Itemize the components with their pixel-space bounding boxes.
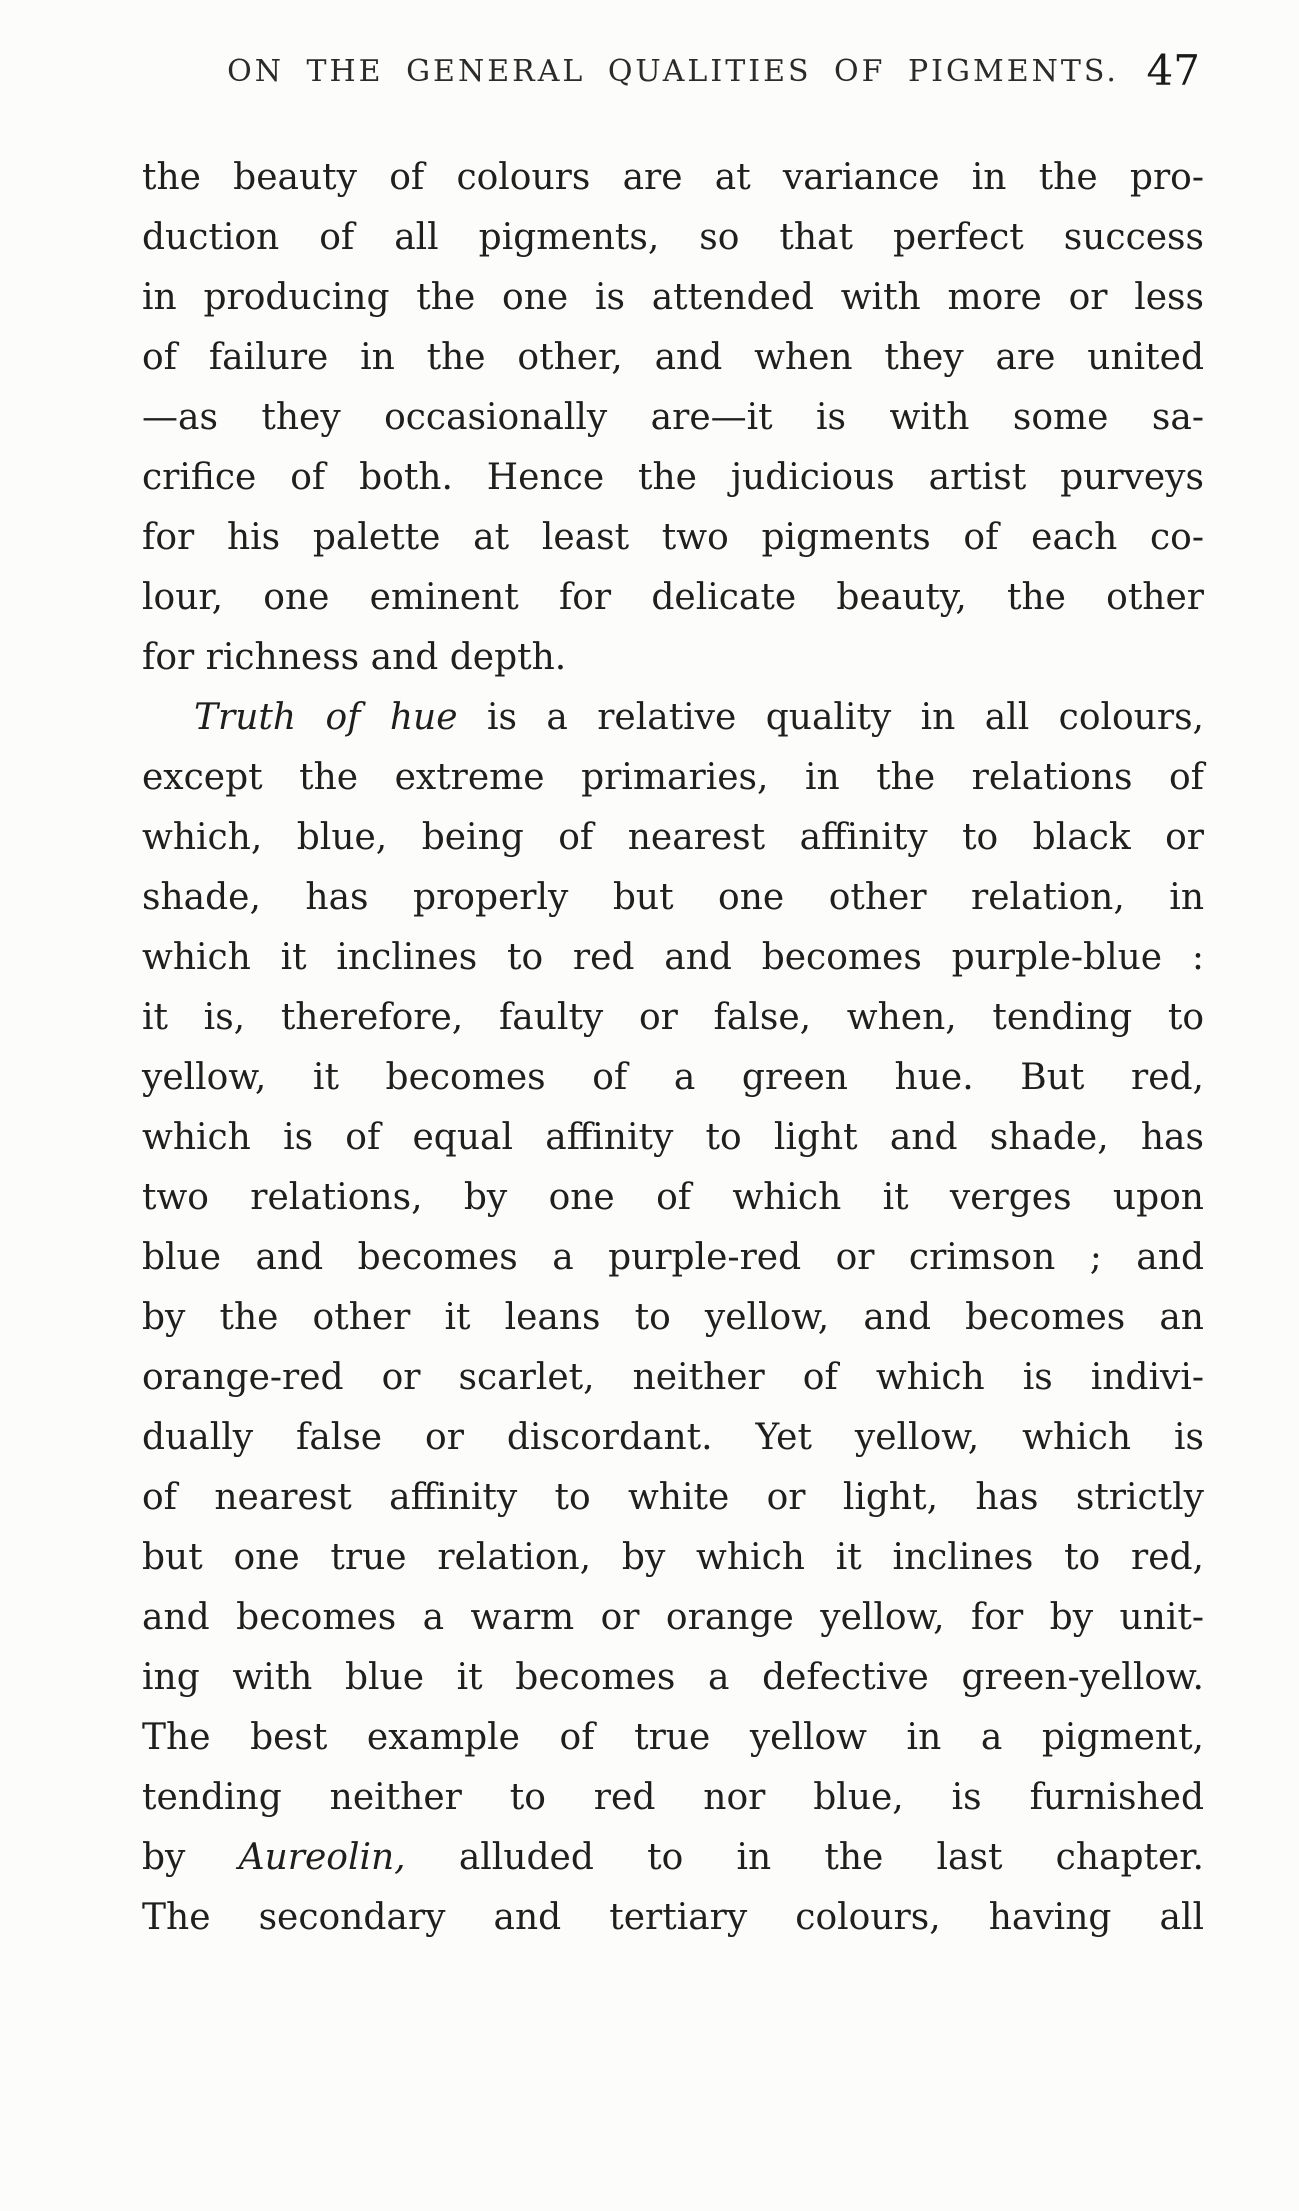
text-segment: yellow, it becomes of a green hue. But red, [142, 1057, 1204, 1098]
text-line [142, 628, 1204, 688]
text-line [142, 1528, 1204, 1588]
text-segment: shade, has properly but one other relation, in [142, 877, 1204, 918]
text-segment: dually false or discordant. Yet yellow, which is [142, 1417, 1204, 1458]
text-segment: for his palette at least two pigments of each co- [142, 517, 1204, 558]
paragraph [142, 148, 1204, 688]
text-segment: two relations, by one of which it verges upon [142, 1177, 1204, 1218]
text-line [142, 508, 1204, 568]
paragraph [142, 688, 1204, 1948]
text-segment: is a relative quality in all colours, [457, 697, 1204, 738]
text-segment: which, blue, being of nearest affinity to black or [142, 817, 1204, 858]
text-line [142, 1648, 1204, 1708]
text-segment: of nearest affinity to white or light, has strictly [142, 1477, 1204, 1518]
text-line [142, 148, 1204, 208]
text-segment: lour, one eminent for delicate beauty, the other [142, 577, 1204, 618]
text-line [142, 268, 1204, 328]
text-segment: which is of equal affinity to light and shade, has [142, 1117, 1204, 1158]
text-line [142, 1468, 1204, 1528]
text-line [142, 1888, 1204, 1948]
page-header [142, 46, 1204, 102]
text-line [142, 1708, 1204, 1768]
text-segment: of failure in the other, and when they are united [142, 337, 1204, 378]
text-segment: except the extreme primaries, in the relations of [142, 757, 1204, 798]
text-segment: by [142, 1837, 239, 1878]
text-line [142, 1588, 1204, 1648]
text-segment: alluded to in the last chapter. [405, 1837, 1204, 1878]
text-line [142, 1228, 1204, 1288]
text-segment: orange-red or scarlet, neither of which is indivi- [142, 1357, 1204, 1398]
text-line [142, 448, 1204, 508]
text-segment: ing with blue it becomes a defective green-yellow. [142, 1657, 1204, 1698]
text-line [142, 688, 1204, 748]
text-segment: —as they occasionally are—it is with some sa- [142, 397, 1204, 438]
text-line [142, 748, 1204, 808]
text-line [142, 1408, 1204, 1468]
text-line [142, 1288, 1204, 1348]
text-line [142, 1048, 1204, 1108]
text-line [142, 1348, 1204, 1408]
page-number: 47 [1146, 46, 1200, 95]
text-line [142, 1768, 1204, 1828]
text-segment: in producing the one is attended with more or less [142, 277, 1204, 318]
text-line [142, 868, 1204, 928]
running-title: ON THE GENERAL QUALITIES OF PIGMENTS. [227, 54, 1119, 89]
text-line [142, 388, 1204, 448]
text-line [142, 208, 1204, 268]
text-segment: for richness and depth. [142, 637, 567, 678]
text-segment: duction of all pigments, so that perfect success [142, 217, 1204, 258]
text-segment: by the other it leans to yellow, and becomes an [142, 1297, 1204, 1338]
italic-text-segment: Truth of hue [194, 697, 458, 738]
text-segment: blue and becomes a purple-red or crimson ; and [142, 1237, 1204, 1278]
text-line [142, 1168, 1204, 1228]
text-segment: tending neither to red nor blue, is furnished [142, 1777, 1204, 1818]
text-line [142, 1828, 1204, 1888]
text-segment: The secondary and tertiary colours, having all [142, 1897, 1204, 1938]
text-line [142, 1108, 1204, 1168]
text-line [142, 568, 1204, 628]
text-line [142, 328, 1204, 388]
text-line [142, 988, 1204, 1048]
text-line [142, 928, 1204, 988]
italic-text-segment: Aureolin, [238, 1837, 406, 1878]
text-segment: but one true relation, by which it inclines to red, [142, 1537, 1204, 1578]
text-segment: crifice of both. Hence the judicious artist purveys [142, 457, 1204, 498]
text-segment: The best example of true yellow in a pigment, [142, 1717, 1204, 1758]
text-segment: and becomes a warm or orange yellow, for by unit- [142, 1597, 1204, 1638]
text-segment: it is, therefore, faulty or false, when, tending to [142, 997, 1204, 1038]
text-segment: the beauty of colours are at variance in the pro- [142, 157, 1204, 198]
text-line [142, 808, 1204, 868]
page-body [142, 148, 1204, 1948]
text-segment: which it inclines to red and becomes purple-blue : [142, 937, 1204, 978]
